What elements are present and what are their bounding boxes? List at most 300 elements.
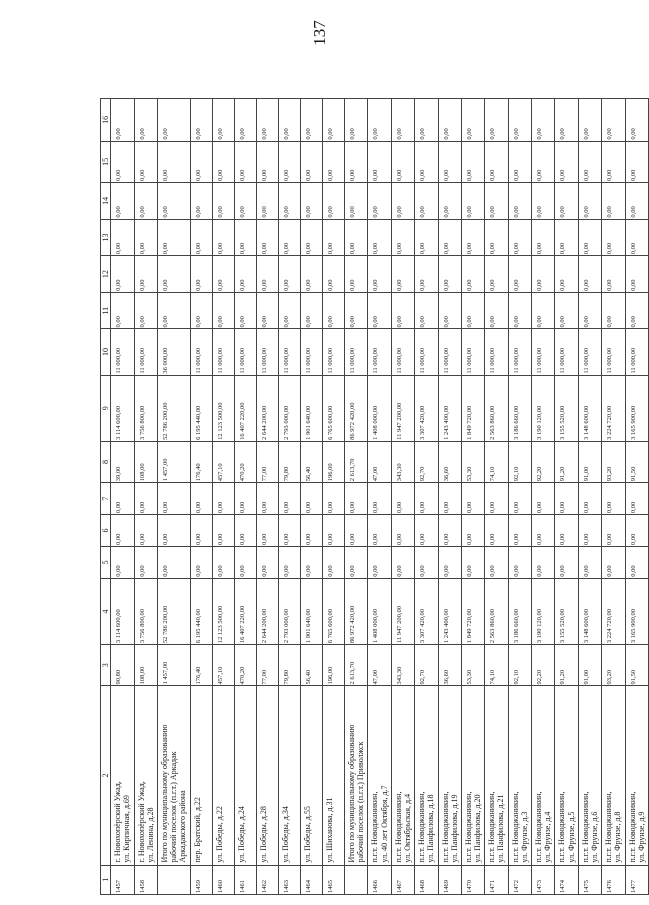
- value-cell: [157, 329, 190, 375]
- cell-text: п.г.т. Новоджаникин, ул. Панфилова, д.21: [487, 791, 506, 863]
- cell-text: 0,00: [138, 242, 146, 255]
- cell-text: 0,00: [138, 206, 146, 218]
- value-cell: [461, 515, 484, 547]
- cell-text: 0,00: [489, 279, 497, 291]
- cell-text: 3 756 800,00: [138, 608, 146, 644]
- cell-text: 0,00: [442, 565, 450, 577]
- value-cell: [578, 441, 601, 482]
- value-cell: [256, 183, 278, 220]
- value-cell: [256, 141, 278, 182]
- cell-text: 0,00: [395, 242, 403, 255]
- cell-text: 0,00: [419, 501, 427, 514]
- cell-text: 3 186 660,00: [512, 608, 520, 644]
- cell-text: 0,00: [372, 206, 380, 218]
- cell-text: 0,00: [465, 279, 473, 291]
- value-cell: [485, 141, 508, 182]
- cell-text: 0,00: [489, 242, 497, 255]
- value-cell: [485, 515, 508, 547]
- row-number-cell: [157, 865, 190, 894]
- value-cell: [134, 256, 157, 293]
- cell-text: 0,00: [238, 206, 246, 218]
- cell-text: 92,70: [419, 466, 427, 482]
- cell-text: 1 457,00: [161, 458, 169, 482]
- value-cell: [625, 256, 648, 293]
- value-cell: [322, 546, 344, 578]
- value-cell: [555, 578, 578, 644]
- cell-text: 0,00: [194, 206, 202, 218]
- value-cell: [415, 292, 438, 329]
- cell-text: 0,00: [395, 316, 403, 328]
- cell-text: 457,10: [216, 463, 224, 482]
- cell-text: 1 457,00: [161, 661, 169, 685]
- cell-text: 0,00: [216, 169, 224, 182]
- value-cell: [555, 515, 578, 547]
- value-cell: [278, 219, 300, 256]
- cell-text: 0,00: [161, 565, 169, 577]
- value-cell: [555, 441, 578, 482]
- cell-text: 0,00: [372, 169, 380, 182]
- column-number-cell: [101, 99, 111, 142]
- value-cell: [111, 219, 134, 256]
- cell-text: 0,00: [238, 565, 246, 577]
- value-cell: [508, 578, 531, 644]
- value-cell: [532, 515, 555, 547]
- cell-text: 0,00: [161, 279, 169, 291]
- cell-text: 11 000,00: [419, 347, 427, 374]
- value-cell: [322, 141, 344, 182]
- cell-text: 77,00: [260, 669, 268, 685]
- cell-text: 0,00: [559, 128, 567, 140]
- table-row: [212, 99, 234, 895]
- cell-text: 0,00: [372, 501, 380, 514]
- cell-text: 11 000,00: [536, 347, 544, 374]
- value-cell: [278, 645, 300, 686]
- cell-text: 1472: [512, 880, 520, 893]
- cell-text: 91,50: [629, 669, 637, 685]
- row-number-cell: [300, 865, 322, 894]
- value-cell: [625, 515, 648, 547]
- cell-text: 0,00: [629, 279, 637, 291]
- cell-text: 0,00: [138, 533, 146, 545]
- value-cell: [578, 483, 601, 515]
- address-cell: [322, 686, 344, 865]
- value-cell: [212, 99, 234, 142]
- cell-text: 53,30: [465, 466, 473, 482]
- cell-text: 2 793 000,00: [282, 608, 290, 644]
- cell-text: 0,00: [260, 242, 268, 255]
- value-cell: [111, 645, 134, 686]
- value-cell: [391, 645, 414, 686]
- value-cell: [485, 578, 508, 644]
- value-cell: [345, 645, 368, 686]
- cell-text: 0,00: [559, 242, 567, 255]
- value-cell: [190, 219, 212, 256]
- cell-text: 0,00: [442, 169, 450, 182]
- value-cell: [234, 483, 256, 515]
- cell-text: 0,00: [138, 128, 146, 140]
- value-cell: [212, 578, 234, 644]
- value-cell: [256, 256, 278, 293]
- value-cell: [461, 99, 484, 142]
- cell-text: 0,00: [194, 533, 202, 545]
- value-cell: [461, 141, 484, 182]
- cell-text: 0,00: [238, 279, 246, 291]
- value-cell: [625, 645, 648, 686]
- value-cell: [508, 645, 531, 686]
- value-cell: [278, 99, 300, 142]
- value-cell: [234, 292, 256, 329]
- cell-text: 3 190 120,00: [536, 405, 544, 440]
- value-cell: [368, 329, 391, 375]
- cell-text: 11 000,00: [512, 347, 520, 374]
- cell-text: п.г.т. Новоджаникин, ул. Фрунзе, д.6: [580, 791, 599, 863]
- address-cell: [578, 686, 601, 865]
- cell-text: 0,00: [465, 128, 473, 140]
- column-number-label: 8: [101, 460, 110, 465]
- cell-text: 1473: [536, 880, 544, 893]
- value-cell: [625, 329, 648, 375]
- value-cell: [415, 645, 438, 686]
- cell-text: 0,00: [395, 169, 403, 182]
- value-cell: [555, 183, 578, 220]
- value-cell: [508, 183, 531, 220]
- value-cell: [368, 515, 391, 547]
- column-number-label: 11: [101, 306, 110, 315]
- cell-text: п.г.т. Новоджаникин, ул. Панфилова, д.19: [440, 791, 459, 863]
- cell-text: 0,00: [326, 206, 334, 218]
- address-cell: [391, 686, 414, 865]
- cell-text: 0,00: [629, 533, 637, 545]
- cell-text: 0,00: [606, 242, 614, 255]
- value-cell: [578, 183, 601, 220]
- row-number-cell: [234, 865, 256, 894]
- cell-text: 0,00: [115, 501, 123, 514]
- value-cell: [256, 219, 278, 256]
- address-cell: [278, 686, 300, 865]
- row-number-cell: [212, 865, 234, 894]
- value-cell: [300, 375, 322, 441]
- value-cell: [111, 441, 134, 482]
- column-number-cell: [101, 546, 111, 578]
- cell-text: 52 786 200,00: [161, 402, 169, 440]
- address-cell: [508, 686, 531, 865]
- cell-text: 1460: [216, 880, 224, 893]
- cell-text: п.г.т. Новоджаникин, ул. Панфилова, д.20: [463, 791, 483, 863]
- cell-text: п.г.т. Новоджаникин, ул. 40 лет Октября, д.7: [370, 785, 389, 863]
- row-number-cell: [602, 865, 625, 894]
- value-cell: [602, 141, 625, 182]
- value-cell: [234, 441, 256, 482]
- value-cell: [438, 99, 461, 142]
- value-cell: [602, 256, 625, 293]
- cell-text: 0,00: [606, 565, 614, 577]
- cell-text: 91,00: [582, 466, 590, 482]
- cell-text: 0,00: [395, 565, 403, 577]
- value-cell: [508, 441, 531, 482]
- cell-text: 3 114 600,00: [115, 609, 123, 644]
- value-cell: [485, 546, 508, 578]
- value-cell: [134, 292, 157, 329]
- value-cell: [190, 483, 212, 515]
- value-cell: [461, 441, 484, 482]
- value-cell: [461, 375, 484, 441]
- value-cell: [134, 546, 157, 578]
- value-cell: [256, 546, 278, 578]
- value-cell: [485, 441, 508, 482]
- value-cell: [461, 483, 484, 515]
- value-cell: [212, 441, 234, 482]
- cell-text: 79,80: [282, 466, 290, 482]
- row-number-cell: [111, 865, 134, 894]
- cell-text: 56,40: [304, 466, 312, 482]
- cell-text: 1468: [419, 880, 427, 893]
- cell-text: 0,00: [282, 501, 290, 514]
- value-cell: [345, 546, 368, 578]
- value-cell: [190, 141, 212, 182]
- value-cell: [212, 141, 234, 182]
- value-cell: [555, 256, 578, 293]
- address-cell: [555, 686, 578, 865]
- cell-text: п.г.т. Новоджаникин, ул. Фрунзе, д.4: [534, 791, 553, 863]
- value-cell: [234, 546, 256, 578]
- cell-text: 0,00: [260, 206, 268, 218]
- cell-text: 0,00: [512, 501, 520, 514]
- table-row: [461, 99, 484, 895]
- value-cell: [532, 292, 555, 329]
- cell-text: 77,00: [260, 466, 268, 482]
- value-cell: [322, 256, 344, 293]
- address-cell: [368, 686, 391, 865]
- value-cell: [368, 219, 391, 256]
- cell-text: 0,00: [194, 128, 202, 140]
- value-cell: [134, 645, 157, 686]
- value-cell: [345, 441, 368, 482]
- address-cell: [602, 686, 625, 865]
- value-cell: [625, 141, 648, 182]
- address-cell: [485, 686, 508, 865]
- value-cell: [461, 292, 484, 329]
- cell-text: 1463: [282, 880, 290, 893]
- address-cell: [157, 686, 190, 865]
- value-cell: [578, 219, 601, 256]
- cell-text: 6 195 440,00: [194, 405, 202, 440]
- value-cell: [438, 515, 461, 547]
- cell-text: 0,00: [194, 316, 202, 328]
- cell-text: 56,40: [304, 669, 312, 685]
- value-cell: [190, 256, 212, 293]
- cell-text: 0,00: [238, 128, 246, 140]
- cell-text: 0,00: [419, 242, 427, 255]
- value-cell: [625, 546, 648, 578]
- cell-text: 0,00: [489, 565, 497, 577]
- value-cell: [278, 292, 300, 329]
- value-cell: [134, 183, 157, 220]
- cell-text: 0,00: [559, 169, 567, 182]
- column-number-label: 13: [101, 233, 110, 242]
- value-cell: [391, 219, 414, 256]
- cell-text: 1 408 000,00: [372, 608, 380, 644]
- cell-text: 93,20: [606, 466, 614, 482]
- cell-text: 53,30: [465, 669, 473, 685]
- cell-text: 11 000,00: [395, 347, 403, 374]
- value-cell: [415, 99, 438, 142]
- cell-text: 1476: [606, 880, 614, 893]
- value-cell: [578, 546, 601, 578]
- value-cell: [278, 183, 300, 220]
- cell-text: 11 000,00: [260, 347, 268, 374]
- cell-text: 2 613,70: [349, 458, 357, 482]
- value-cell: [111, 99, 134, 142]
- cell-text: 0,00: [419, 128, 427, 140]
- value-cell: [532, 645, 555, 686]
- cell-text: 0,00: [489, 316, 497, 328]
- cell-text: 0,00: [559, 279, 567, 291]
- value-cell: [415, 375, 438, 441]
- value-cell: [345, 292, 368, 329]
- cell-text: 0,00: [489, 128, 497, 140]
- cell-text: 457,10: [216, 666, 224, 685]
- value-cell: [190, 515, 212, 547]
- value-cell: [212, 645, 234, 686]
- value-cell: [190, 546, 212, 578]
- value-cell: [578, 578, 601, 644]
- value-cell: [190, 578, 212, 644]
- value-cell: [555, 375, 578, 441]
- cell-text: 1 408 000,00: [372, 405, 380, 440]
- cell-text: 0,00: [115, 316, 123, 328]
- value-cell: [532, 219, 555, 256]
- value-cell: [461, 256, 484, 293]
- value-cell: [485, 99, 508, 142]
- value-cell: [578, 141, 601, 182]
- cell-text: 3 224 720,00: [606, 405, 614, 440]
- cell-text: 0,00: [442, 279, 450, 291]
- cell-text: 0,00: [216, 501, 224, 514]
- cell-text: 0,00: [442, 128, 450, 140]
- table-row: [485, 99, 508, 895]
- value-cell: [485, 375, 508, 441]
- table-row: [602, 99, 625, 895]
- table-row: [438, 99, 461, 895]
- value-cell: [391, 515, 414, 547]
- cell-text: 0,00: [216, 279, 224, 291]
- cell-text: 0,00: [395, 128, 403, 140]
- value-cell: [234, 645, 256, 686]
- value-cell: [438, 645, 461, 686]
- cell-text: 0,00: [419, 565, 427, 577]
- cell-text: 343,30: [395, 666, 403, 685]
- value-cell: [157, 256, 190, 293]
- cell-text: 0,00: [582, 242, 590, 255]
- value-cell: [625, 219, 648, 256]
- value-cell: [415, 515, 438, 547]
- cell-text: 1 901 640,00: [304, 405, 312, 440]
- value-cell: [322, 292, 344, 329]
- cell-text: 1 849 720,00: [465, 608, 473, 644]
- cell-text: 0,00: [304, 242, 312, 255]
- value-cell: [300, 141, 322, 182]
- cell-text: 0,00: [512, 242, 520, 255]
- cell-text: 0,00: [465, 533, 473, 545]
- column-number-cell: [101, 329, 111, 375]
- value-cell: [602, 183, 625, 220]
- value-cell: [391, 183, 414, 220]
- value-cell: [625, 375, 648, 441]
- cell-text: 0,00: [115, 242, 123, 255]
- value-cell: [190, 441, 212, 482]
- value-cell: [157, 483, 190, 515]
- value-cell: [578, 292, 601, 329]
- cell-text: ул. Победы, д.55: [302, 806, 312, 863]
- value-cell: [438, 256, 461, 293]
- cell-text: 1464: [304, 880, 312, 893]
- cell-text: п.г.т. Новоджаникин, ул. Панфилова, д.18: [417, 791, 436, 863]
- cell-text: 1467: [395, 880, 403, 893]
- value-cell: [555, 329, 578, 375]
- row-number-cell: [322, 865, 344, 894]
- value-cell: [485, 329, 508, 375]
- cell-text: 1477: [629, 880, 637, 893]
- cell-text: 0,00: [282, 565, 290, 577]
- column-number-cell: [101, 441, 111, 482]
- value-cell: [391, 546, 414, 578]
- cell-text: 470,20: [238, 463, 246, 482]
- column-number-cell: [101, 219, 111, 256]
- value-cell: [391, 483, 414, 515]
- value-cell: [485, 483, 508, 515]
- value-cell: [212, 375, 234, 441]
- cell-text: 11 000,00: [216, 347, 224, 374]
- data-table: [100, 98, 649, 895]
- value-cell: [111, 375, 134, 441]
- cell-text: 0,00: [582, 169, 590, 182]
- cell-text: 11 000,00: [582, 347, 590, 374]
- value-cell: [134, 441, 157, 482]
- value-cell: [190, 183, 212, 220]
- cell-text: 0,00: [349, 279, 357, 291]
- rotated-table-container: [100, 98, 649, 895]
- cell-text: 0,00: [349, 533, 357, 545]
- value-cell: [256, 483, 278, 515]
- cell-text: пер. Братский, д.22: [192, 797, 202, 863]
- cell-text: 0,00: [606, 128, 614, 140]
- value-cell: [602, 292, 625, 329]
- cell-text: 3 148 600,00: [582, 608, 590, 644]
- cell-text: 0,00: [238, 242, 246, 255]
- value-cell: [300, 99, 322, 142]
- cell-text: 0,00: [536, 169, 544, 182]
- column-number-label: 1: [101, 877, 110, 882]
- value-cell: [134, 578, 157, 644]
- table-row: [555, 99, 578, 895]
- cell-text: 0,00: [260, 316, 268, 328]
- value-cell: [578, 515, 601, 547]
- value-cell: [602, 515, 625, 547]
- cell-text: 0,00: [161, 316, 169, 328]
- value-cell: [212, 329, 234, 375]
- cell-text: 0,00: [629, 206, 637, 218]
- value-cell: [555, 219, 578, 256]
- cell-text: 0,00: [161, 206, 169, 218]
- value-cell: [256, 645, 278, 686]
- value-cell: [234, 329, 256, 375]
- value-cell: [300, 645, 322, 686]
- column-number-cell: [101, 483, 111, 515]
- value-cell: [532, 256, 555, 293]
- column-number-cell: [101, 141, 111, 182]
- value-cell: [368, 578, 391, 644]
- cell-text: 0,00: [216, 128, 224, 140]
